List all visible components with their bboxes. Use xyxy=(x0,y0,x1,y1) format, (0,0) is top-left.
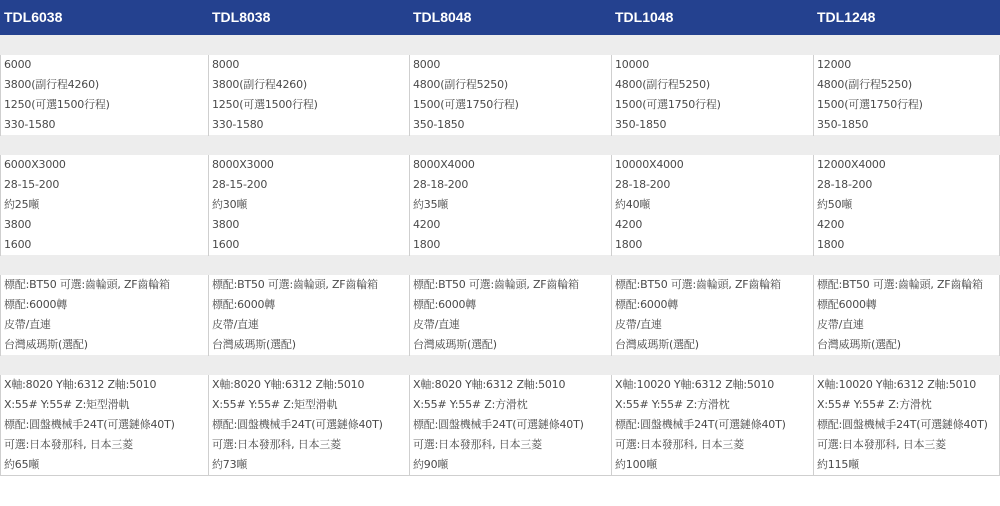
table-row xyxy=(0,95,1000,115)
table-cell: 28-15-200 xyxy=(4,178,60,191)
column-divider xyxy=(813,375,814,476)
column-divider xyxy=(208,375,209,476)
column-divider xyxy=(409,275,410,356)
table-cell: 約73噸 xyxy=(212,458,248,471)
table-row xyxy=(0,415,1000,435)
table-row xyxy=(0,435,1000,455)
table-cell: X:55# Y:55# Z:方滑枕 xyxy=(615,398,730,411)
table-cell: 標配:圓盤機械手24T(可選鏈條40T) xyxy=(4,418,175,431)
section-spacer xyxy=(0,355,1000,375)
table-cell: 約25噸 xyxy=(4,198,40,211)
model-header-tdl1048: TDL1048 xyxy=(615,9,674,25)
table-cell: 8000X4000 xyxy=(413,158,475,171)
table-cell: 約90噸 xyxy=(413,458,449,471)
table-cell: 約115噸 xyxy=(817,458,859,471)
table-cell: 約100噸 xyxy=(615,458,657,471)
table-cell: 皮帶/直連 xyxy=(413,318,460,331)
table-cell: 標配:圓盤機械手24T(可選鏈條40T) xyxy=(212,418,383,431)
column-divider xyxy=(409,55,410,136)
table-cell: 3800 xyxy=(4,218,32,231)
table-row xyxy=(0,215,1000,235)
column-divider xyxy=(208,55,209,136)
column-divider xyxy=(611,275,612,356)
section-spacer xyxy=(0,35,1000,55)
table-cell: 約35噸 xyxy=(413,198,449,211)
table-cell: 皮帶/直連 xyxy=(817,318,864,331)
table-row xyxy=(0,155,1000,175)
table-row xyxy=(0,275,1000,295)
column-divider xyxy=(813,275,814,356)
model-header-tdl1248: TDL1248 xyxy=(817,9,876,25)
table-cell: 6000 xyxy=(4,58,32,71)
column-divider xyxy=(0,375,1,476)
table-cell: 1800 xyxy=(413,238,441,251)
table-cell: 350-1850 xyxy=(615,118,667,131)
table-cell: 6000X3000 xyxy=(4,158,66,171)
table-cell: 約40噸 xyxy=(615,198,651,211)
table-row xyxy=(0,55,1000,75)
table-cell: 4800(副行程5250) xyxy=(817,78,912,91)
table-cell: 約50噸 xyxy=(817,198,853,211)
table-cell: X軸:10020 Y軸:6312 Z軸:5010 xyxy=(615,378,775,391)
table-cell: 標配:6000轉 xyxy=(413,298,477,311)
section-spacer xyxy=(0,255,1000,275)
table-cell: 標配6000轉 xyxy=(817,298,877,311)
column-divider xyxy=(0,155,1,256)
table-row xyxy=(0,315,1000,335)
column-divider xyxy=(208,155,209,256)
table-cell: 可選:日本發那科, 日本三菱 xyxy=(413,438,542,451)
table-cell: 約30噸 xyxy=(212,198,248,211)
table-cell: 約65噸 xyxy=(4,458,40,471)
column-divider xyxy=(208,275,209,356)
table-cell: 可選:日本發那科, 日本三菱 xyxy=(212,438,341,451)
table-row xyxy=(0,115,1000,135)
table-cell: 1250(可選1500行程) xyxy=(4,98,110,111)
table-row xyxy=(0,195,1000,215)
table-cell: 3800(副行程4260) xyxy=(212,78,307,91)
table-cell: 1500(可選1750行程) xyxy=(817,98,923,111)
table-cell: 10000X4000 xyxy=(615,158,684,171)
row-divider xyxy=(0,475,1000,476)
table-cell: 1800 xyxy=(615,238,643,251)
table-cell: 350-1850 xyxy=(817,118,869,131)
section-spacer xyxy=(0,135,1000,155)
table-cell: 12000 xyxy=(817,58,851,71)
table-cell: 330-1580 xyxy=(4,118,56,131)
table-cell: 8000 xyxy=(413,58,441,71)
table-cell: 標配:6000轉 xyxy=(615,298,679,311)
spec-table-header xyxy=(0,0,1000,35)
table-row xyxy=(0,395,1000,415)
column-divider xyxy=(611,375,612,476)
table-cell: 標配:BT50 可選:齒輪頭, ZF齒輪箱 xyxy=(817,278,983,291)
table-cell: 1500(可選1750行程) xyxy=(615,98,721,111)
model-header-tdl8038: TDL8038 xyxy=(212,9,271,25)
table-cell: X軸:10020 Y軸:6312 Z軸:5010 xyxy=(817,378,977,391)
column-divider xyxy=(813,155,814,256)
table-cell: 1500(可選1750行程) xyxy=(413,98,519,111)
table-row xyxy=(0,175,1000,195)
table-cell: 1600 xyxy=(212,238,240,251)
table-cell: 標配:圓盤機械手24T(可選鏈條40T) xyxy=(413,418,584,431)
table-cell: 台灣威瑪斯(選配) xyxy=(817,338,901,351)
table-cell: 可選:日本發那科, 日本三菱 xyxy=(615,438,744,451)
column-divider xyxy=(611,55,612,136)
table-row xyxy=(0,455,1000,475)
table-cell: 12000X4000 xyxy=(817,158,886,171)
table-row xyxy=(0,75,1000,95)
table-cell: 1600 xyxy=(4,238,32,251)
table-cell: 標配:BT50 可選:齒輪頭, ZF齒輪箱 xyxy=(212,278,378,291)
table-cell: 4200 xyxy=(615,218,643,231)
column-divider xyxy=(813,55,814,136)
table-cell: 28-18-200 xyxy=(413,178,469,191)
table-cell: 330-1580 xyxy=(212,118,264,131)
table-cell: 標配:圓盤機械手24T(可選鏈條40T) xyxy=(615,418,786,431)
table-cell: 皮帶/直連 xyxy=(212,318,259,331)
table-cell: X:55# Y:55# Z:方滑枕 xyxy=(413,398,528,411)
table-cell: 4800(副行程5250) xyxy=(413,78,508,91)
table-cell: 標配:BT50 可選:齒輪頭, ZF齒輪箱 xyxy=(4,278,170,291)
table-cell: 8000X3000 xyxy=(212,158,274,171)
column-divider xyxy=(409,155,410,256)
table-cell: 1800 xyxy=(817,238,845,251)
table-cell: 台灣威瑪斯(選配) xyxy=(4,338,88,351)
table-cell: 4800(副行程5250) xyxy=(615,78,710,91)
table-cell: 4200 xyxy=(413,218,441,231)
table-cell: 皮帶/直連 xyxy=(615,318,662,331)
table-cell: 10000 xyxy=(615,58,649,71)
column-divider xyxy=(0,275,1,356)
table-cell: X軸:8020 Y軸:6312 Z軸:5010 xyxy=(212,378,365,391)
table-cell: 4200 xyxy=(817,218,845,231)
table-cell: 標配:6000轉 xyxy=(4,298,68,311)
table-cell: X:55# Y:55# Z:矩型滑軌 xyxy=(4,398,130,411)
table-cell: 皮帶/直連 xyxy=(4,318,51,331)
table-row xyxy=(0,295,1000,315)
table-row xyxy=(0,235,1000,255)
table-cell: 標配:圓盤機械手24T(可選鏈條40T) xyxy=(817,418,988,431)
table-cell: 28-18-200 xyxy=(615,178,671,191)
table-cell: 可選:日本發那科, 日本三菱 xyxy=(817,438,946,451)
table-cell: X:55# Y:55# Z:方滑枕 xyxy=(817,398,932,411)
table-cell: X:55# Y:55# Z:矩型滑軌 xyxy=(212,398,338,411)
table-row xyxy=(0,335,1000,355)
table-cell: 28-15-200 xyxy=(212,178,268,191)
table-cell: 可選:日本發那科, 日本三菱 xyxy=(4,438,133,451)
table-cell: 3800(副行程4260) xyxy=(4,78,99,91)
table-cell: 3800 xyxy=(212,218,240,231)
table-row xyxy=(0,375,1000,395)
table-cell: 標配:6000轉 xyxy=(212,298,276,311)
column-divider xyxy=(611,155,612,256)
table-cell: 28-18-200 xyxy=(817,178,873,191)
column-divider xyxy=(409,375,410,476)
table-cell: 8000 xyxy=(212,58,240,71)
table-cell: 台灣威瑪斯(選配) xyxy=(615,338,699,351)
table-cell: 1250(可選1500行程) xyxy=(212,98,318,111)
table-cell: 標配:BT50 可選:齒輪頭, ZF齒輪箱 xyxy=(413,278,579,291)
table-cell: X軸:8020 Y軸:6312 Z軸:5010 xyxy=(413,378,566,391)
table-cell: 台灣威瑪斯(選配) xyxy=(212,338,296,351)
table-cell: 標配:BT50 可選:齒輪頭, ZF齒輪箱 xyxy=(615,278,781,291)
table-cell: 350-1850 xyxy=(413,118,465,131)
column-divider xyxy=(0,55,1,136)
model-header-tdl6038: TDL6038 xyxy=(4,9,63,25)
model-header-tdl8048: TDL8048 xyxy=(413,9,472,25)
table-cell: 台灣威瑪斯(選配) xyxy=(413,338,497,351)
table-cell: X軸:8020 Y軸:6312 Z軸:5010 xyxy=(4,378,157,391)
